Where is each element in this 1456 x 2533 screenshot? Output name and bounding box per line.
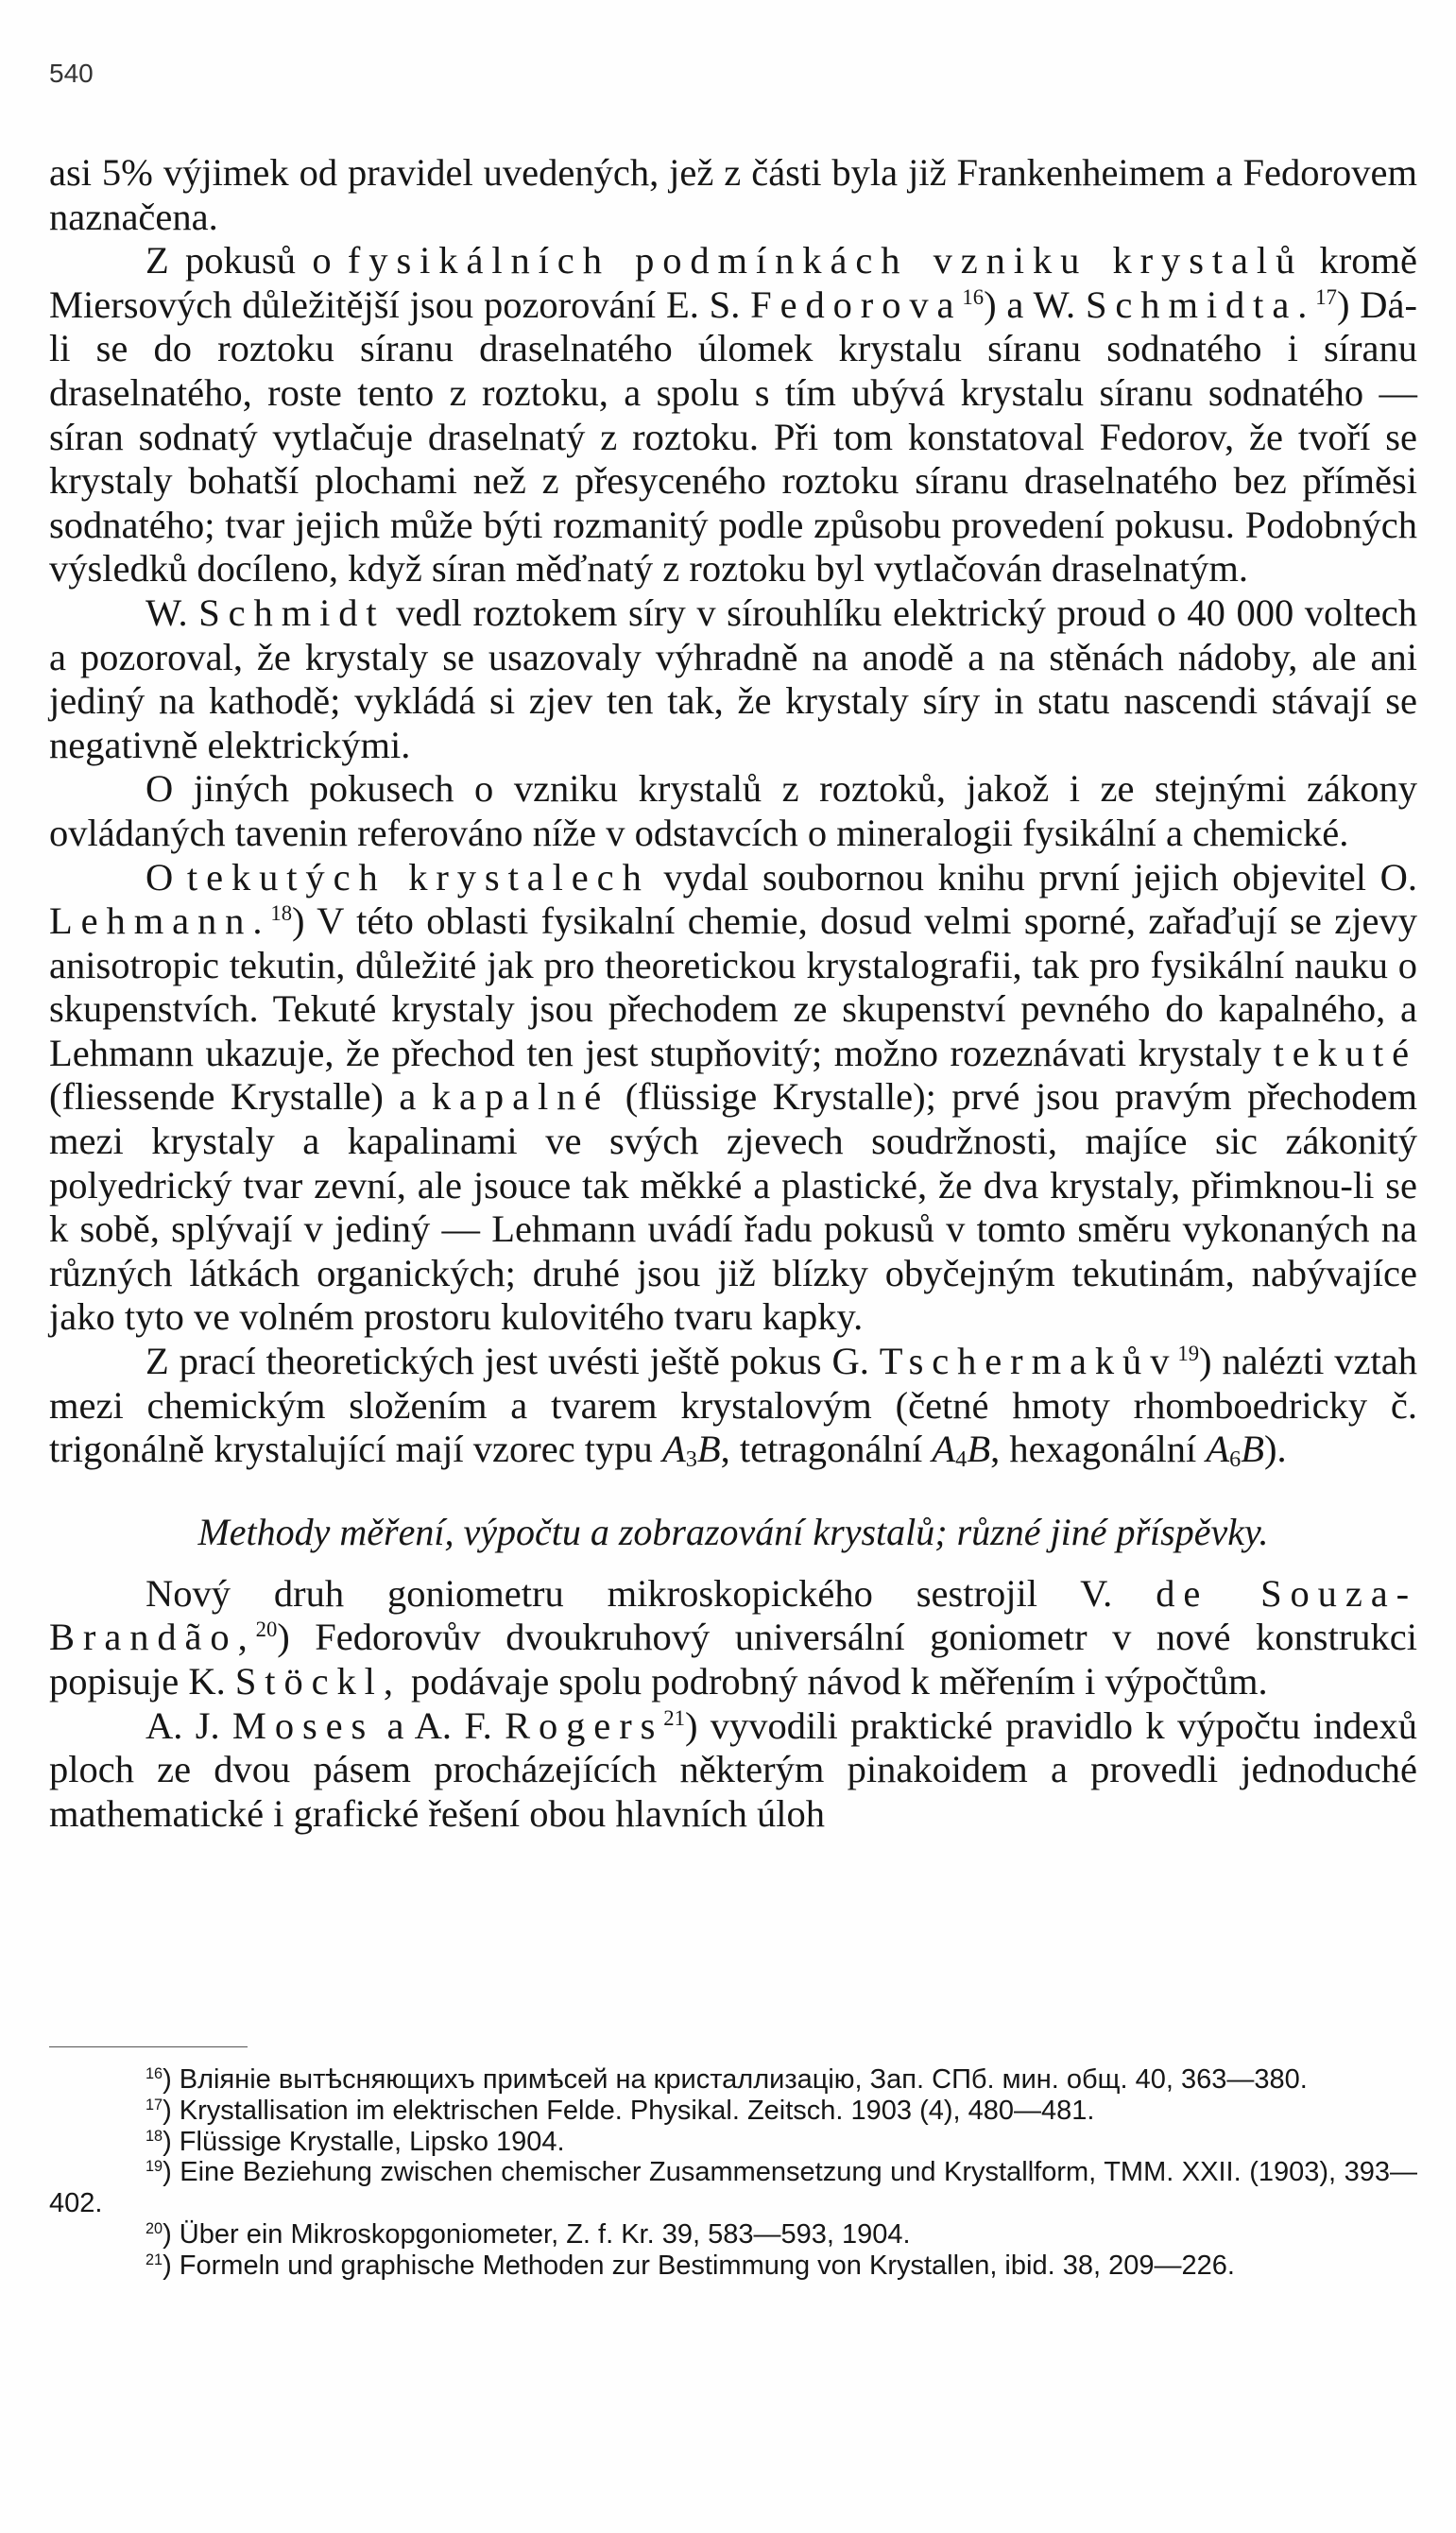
section-heading: Methody měření, výpočtu a zobrazování krystalů; různé jiné příspěvky. xyxy=(197,1510,1269,1553)
text-segment: W. xyxy=(146,590,199,634)
paragraph-p4 xyxy=(49,767,1417,855)
text-segment: A xyxy=(661,1428,686,1471)
text-segment: B xyxy=(696,1428,721,1471)
body-paragraphs xyxy=(49,151,1417,1472)
text-segment: ) vyvodili praktické pravidlo k výpočtu indexů ploch ze dvou pásem procházejících některým pinakoidem a provedli jednoduché mathematické i grafické řešení obou hlavních úloh xyxy=(49,1703,1417,1835)
text-segment: tekuté xyxy=(1273,1031,1417,1074)
paragraph-p3 xyxy=(49,591,1417,767)
text-segment: A xyxy=(1206,1428,1230,1471)
text-segment: , tetragonální xyxy=(720,1428,933,1471)
text-segment: Rogers xyxy=(505,1703,664,1747)
paragraph-p2 xyxy=(49,239,1417,591)
main-text xyxy=(49,151,1417,1836)
footnote-number: 18 xyxy=(146,2127,163,2145)
footnote-number: 21 xyxy=(146,2251,163,2268)
footnote-17 xyxy=(49,2096,1417,2127)
text-segment: , hexagonální xyxy=(990,1428,1207,1471)
footnote-text: Flüssige Krystalle, Lipsko 1904. xyxy=(179,2126,565,2157)
footnote-paren: ) xyxy=(163,2064,180,2095)
text-segment: ) Dá-li se do roztoku síranu draselnatého úlomek krystalu síranu sodnatého i síranu draselnatého, roste tento z roztoku, a spolu s tím ubývá krystalu síranu sodnatého — síran sodnatý vytlačuje draselnatý z roztoku. Při tom konstatoval Fedorov, že tvoří se krystaly bohatší plochami než z přesyceného roztoku síranu draselnatého bez příměsi sodnatého; tvar jejich může býti rozmanitý podle způsobu provedení pokusu. Podobných výsledků docíleno, když síran měďnatý z roztoku byl vytlačován draselnatým. xyxy=(49,282,1417,590)
paragraph-p7 xyxy=(49,1572,1417,1704)
footnote-text: Über ein Mikroskopgoniometer, Z. f. Kr. 39, 583—593, 1904. xyxy=(179,2218,911,2250)
footnote-number: 20 xyxy=(146,2219,163,2237)
text-segment: ) nalézti vztah mezi chemickým složením a tvarem krystalovým (četné hmoty rhomboedricky č. trigonálně krystalující mají vzorec typu xyxy=(49,1340,1417,1471)
text-segment: ) a W. xyxy=(984,282,1086,326)
body-paragraphs-2 xyxy=(49,1572,1417,1837)
footnote-rule xyxy=(49,2046,248,2047)
text-segment: ) V této oblasti fysikalní chemie, dosud velmi sporné, zařaďují se zjevy anisotropic tekutin, důležité jak pro theoretickou krystalografii, tak pro fysikální nauku o skupenstvích. Tekuté krystaly jsou přechodem ze skupenství pevného do kapalného, a Lehmann ukazuje, že přechod ten jest stupňovitý; možno rozeznávati krystaly xyxy=(49,899,1417,1074)
text-segment: O xyxy=(146,855,187,899)
page-number: 540 xyxy=(49,59,94,88)
text-segment: de Souza-Brandão, xyxy=(49,1571,1417,1659)
footnote-list xyxy=(49,2064,1417,2282)
text-segment: B xyxy=(1241,1428,1265,1471)
footnote-text: Formeln und graphische Methoden zur Bestimmung von Krystallen, ibid. 38, 209—226. xyxy=(179,2250,1235,2281)
text-segment: Tschermakův xyxy=(879,1340,1178,1383)
text-segment: ). xyxy=(1264,1428,1287,1471)
paragraph-p5 xyxy=(49,856,1417,1341)
text-segment: Stöckl, xyxy=(234,1660,402,1703)
footnote-16 xyxy=(49,2064,1417,2096)
text-segment: vydal soubornou knihu první jejich objevitel O. xyxy=(649,855,1418,899)
text-segment: Z pokusů o xyxy=(146,239,348,282)
paragraph-p6 xyxy=(49,1340,1417,1472)
footnote-number: 16 xyxy=(146,2064,163,2082)
footnote-paren: ) xyxy=(163,2218,180,2250)
text-segment: Schmidta. xyxy=(1085,282,1316,326)
footnote-paren: ) xyxy=(163,2250,180,2281)
text-segment: Fedorova xyxy=(750,282,963,326)
text-segment: A. J. xyxy=(146,1703,232,1747)
text-segment: 18 xyxy=(270,901,293,926)
text-segment: 17 xyxy=(1315,284,1337,309)
text-segment: 21 xyxy=(663,1705,685,1730)
text-segment: Z prací theoretických jest uvésti ještě pokus G. xyxy=(146,1340,880,1383)
text-segment: vedl roztokem síry v sírouhlíku elektrický proud o 40 000 voltech a pozoroval, že krystaly se usazovaly výhradně na anodě a na stěnách nádoby, ale ani jediný na kathodě; vykládá si zjev ten tak, že krystaly síry in statu nascendi stávají se negativně elektrickými. xyxy=(49,590,1417,766)
footnote-paren: ) xyxy=(163,2126,180,2157)
footnote-paren: ) xyxy=(163,2095,180,2126)
text-segment: (flüssige Krystalle); prvé jsou pravým přechodem mezi krystaly a kapalinami ve svých zjevech soudržnosti, majíce sic zákonitý polyedrický tvar zevní, ale jsouce tak měkké a plastické, že dva krystaly, přimknou-li se k sobě, splývají v jediný — Lehmann uvádí řadu pokusů v tomto směru vykonaných na různých látkách organických; druhé jsou již blízky obyčejným tekutinám, nabývajíce jako tyto ve volném prostoru kulovitého tvaru kapky. xyxy=(49,1075,1417,1339)
footnote-paren: ) xyxy=(163,2157,180,2188)
text-segment: (fliessende Krystalle) a xyxy=(49,1075,432,1119)
footnote-20 xyxy=(49,2219,1417,2251)
text-segment: A xyxy=(932,1428,956,1471)
footnote-18 xyxy=(49,2127,1417,2158)
footnote-21 xyxy=(49,2251,1417,2282)
text-segment: 16 xyxy=(962,284,985,309)
footnote-number: 17 xyxy=(146,2096,163,2114)
text-segment: Lehmann. xyxy=(49,899,271,943)
footnote-text: Eine Beziehung zwischen chemischer Zusammensetzung und Krystallform, TMM. XXII. (1903), 393—402. xyxy=(49,2157,1417,2219)
text-segment: 4 xyxy=(955,1446,968,1473)
footnote-number: 19 xyxy=(146,2158,163,2176)
text-segment: fysikálních podmínkách vzniku krystalů xyxy=(347,239,1304,282)
text-segment: O jiných pokusech o vzniku krystalů z roztoků, jakož i ze stejnými zákony ovládaných tavenin referováno níže v odstavcích o mineralogii fysikální a chemické. xyxy=(49,767,1417,854)
paragraph-p8 xyxy=(49,1704,1417,1837)
text-segment: ) Fedorovův dvoukruhový universální goniometr v nové konstrukci popisuje K. xyxy=(49,1616,1417,1703)
text-segment: Moses xyxy=(231,1703,375,1747)
footnote-text: Krystallisation im elektrischen Felde. Physikal. Zeitsch. 1903 (4), 480—481. xyxy=(179,2095,1095,2126)
text-segment: tekutých krystalech xyxy=(186,855,650,899)
text-segment: a A. F. xyxy=(374,1703,505,1747)
text-segment: 3 xyxy=(685,1446,697,1473)
text-segment: 6 xyxy=(1229,1446,1242,1473)
text-segment: výjimek od pravidel uvedených, jež z části byla již Frankenheimem a Fedorovem naznačena. xyxy=(49,151,1417,238)
text-segment: podávaje spolu podrobný návod k měřením i výpočtům. xyxy=(401,1660,1268,1703)
text-segment: Nový druh goniometru mikroskopického sestrojil V. xyxy=(146,1571,1156,1615)
text-segment: 19 xyxy=(1177,1341,1200,1365)
footnote-text: Вліяніе вытѣсняющихъ примѣсей на кристаллизацію, Зап. СПб. мин. общ. 40, 363—380. xyxy=(179,2064,1308,2095)
text-segment: asi 5% xyxy=(49,151,153,194)
text-segment: B xyxy=(967,1428,991,1471)
text-segment: kromě Miersových důležitější jsou pozorování E. S. xyxy=(49,239,1417,326)
text-segment: 20 xyxy=(255,1617,278,1642)
paragraph-p1 xyxy=(49,151,1417,239)
text-segment: kapalné xyxy=(431,1075,610,1119)
text-segment: Schmidt xyxy=(198,590,385,634)
footnote-19 xyxy=(49,2157,1417,2219)
footnotes xyxy=(49,2046,1417,2282)
